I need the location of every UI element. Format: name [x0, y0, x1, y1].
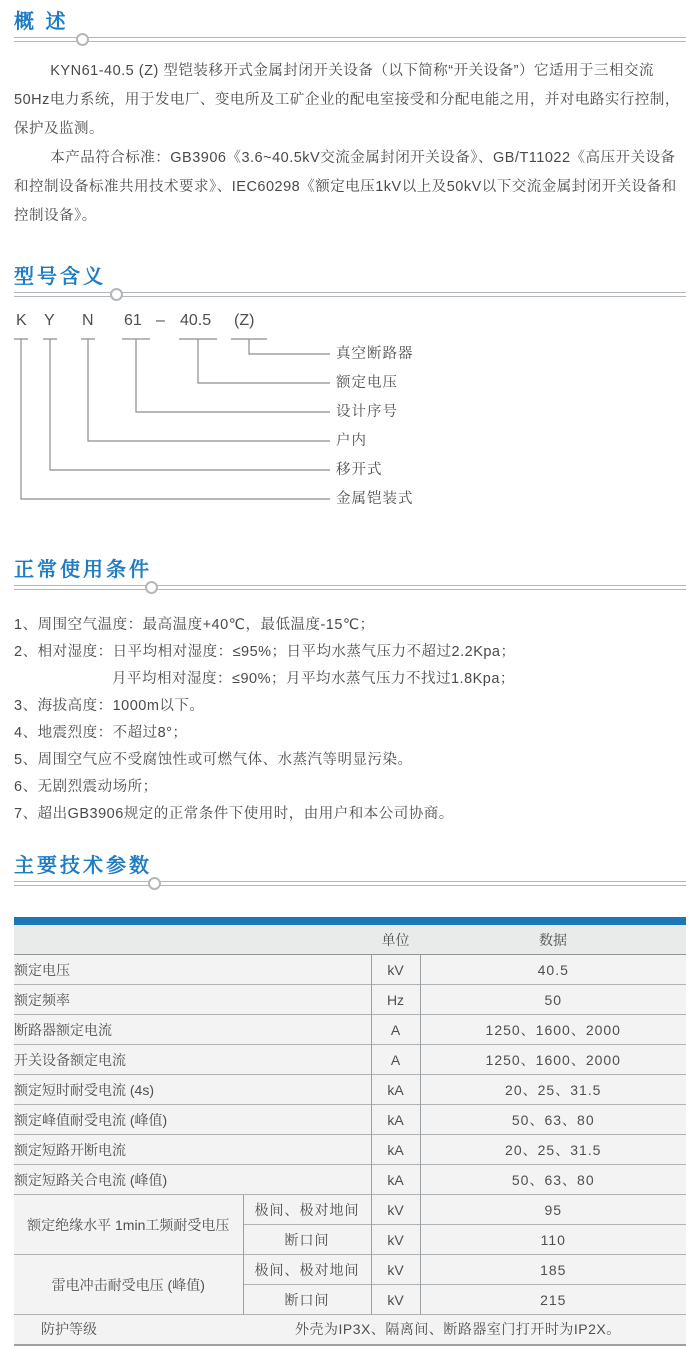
value-cell: 110: [420, 1225, 686, 1255]
value-cell: 1250、1600、2000: [420, 1045, 686, 1075]
condition-item: 1、周围空气温度：最高温度+40℃，最低温度-15℃；: [14, 617, 375, 633]
divider-circle: [145, 581, 158, 594]
table-top-bar: [14, 917, 686, 925]
sub-cell: 断口间: [243, 1285, 371, 1315]
param-cell: 断路器额定电流: [14, 1015, 371, 1045]
value-cell: 50、63、80: [420, 1165, 686, 1195]
code-part-N: N: [82, 312, 94, 329]
divider-circle: [110, 288, 123, 301]
value-cell: 20、25、31.5: [420, 1135, 686, 1165]
table-group-row: [14, 1255, 686, 1285]
section-parameters-header: [14, 854, 686, 886]
header-data-cell: 数据: [420, 925, 686, 955]
code-part-61: 61: [124, 312, 142, 329]
param-cell: 额定短路关合电流 (峰值): [14, 1165, 371, 1195]
section-divider: [14, 881, 686, 886]
unit-cell: A: [371, 1045, 420, 1075]
overview-paragraph: 本产品符合标准：GB3906《3.6~40.5kV交流金属封闭开关设备》、GB/T11022《高压开关设备和控制设备标准共用技术要求》、IEC60298《额定电压1kV以上及50kV以下交流金属封闭开关设备和控制设备》。: [14, 150, 677, 224]
code-part-dash: –: [156, 312, 165, 329]
condition-item: 7、超出GB3906规定的正常条件下使用时，由用户和本公司协商。: [14, 806, 454, 822]
group-param-cell: 额定绝缘水平 1min工频耐受电压: [14, 1195, 243, 1255]
model-title: 型号含义: [14, 266, 106, 288]
protection-value: 外壳为IP3X、隔离间、断路器室门打开时为IP2X。: [295, 1321, 621, 1337]
condition-item: 6、无剧烈震动场所；: [14, 779, 158, 795]
diagram-label-design-serial: 设计序号: [336, 404, 398, 420]
table-row: [14, 955, 686, 985]
value-cell: 95: [420, 1195, 686, 1225]
unit-cell: kV: [371, 1225, 420, 1255]
unit-cell: kV: [371, 955, 420, 985]
group-param-cell: 雷电冲击耐受电压 (峰值): [14, 1255, 243, 1315]
param-cell: 额定短时耐受电流 (4s): [14, 1075, 371, 1105]
section-divider: [14, 292, 686, 297]
unit-cell: kV: [371, 1285, 420, 1315]
table-group-row: [14, 1195, 686, 1225]
unit-cell: kV: [371, 1195, 420, 1225]
diagram-label-vacuum-breaker: 真空断路器: [336, 346, 414, 362]
unit-cell: kA: [371, 1075, 420, 1105]
parameters-table-wrap: [14, 917, 686, 1346]
sub-cell: 极间、极对地间: [243, 1195, 371, 1225]
diagram-label-metal-armored: 金属铠装式: [336, 491, 414, 507]
unit-cell: A: [371, 1015, 420, 1045]
table-row: [14, 1015, 686, 1045]
section-divider: [14, 585, 686, 590]
param-cell: 额定峰值耐受电流 (峰值): [14, 1105, 371, 1135]
condition-item: 5、周围空气应不受腐蚀性或可燃气体、水蒸汽等明显污染。: [14, 752, 413, 768]
section-model-header: [14, 265, 686, 297]
diagram-label-withdrawable: 移开式: [336, 462, 383, 478]
value-cell: 215: [420, 1285, 686, 1315]
code-part-Z: (Z): [234, 312, 255, 329]
section-conditions-header: [14, 558, 686, 590]
code-part-Y: Y: [44, 312, 55, 329]
sub-cell: 极间、极对地间: [243, 1255, 371, 1285]
sub-cell: 断口间: [243, 1225, 371, 1255]
value-cell: 20、25、31.5: [420, 1075, 686, 1105]
table-row: [14, 1135, 686, 1165]
value-cell: 50: [420, 985, 686, 1015]
condition-item: 2、相对湿度：日平均相对湿度：≤95%；日平均水蒸气压力不超过2.2Kpa；: [14, 644, 516, 660]
condition-item-continuation: 月平均相对湿度：≤90%；月平均水蒸气压力不找过1.8Kpa；: [112, 671, 515, 687]
divider-circle: [148, 877, 161, 890]
header-empty-cell: [14, 925, 371, 955]
unit-cell: kV: [371, 1255, 420, 1285]
section-divider: [14, 37, 686, 42]
param-cell: 开关设备额定电流: [14, 1045, 371, 1075]
code-part-40.5: 40.5: [180, 312, 212, 329]
table-row: [14, 1165, 686, 1195]
overview-title: 概 述: [14, 11, 69, 33]
value-cell: 40.5: [420, 955, 686, 985]
value-cell: 1250、1600、2000: [420, 1015, 686, 1045]
param-cell: 额定电压: [14, 955, 371, 985]
protection-label: 防护等级: [41, 1321, 97, 1337]
model-code-diagram: [14, 309, 686, 514]
table-row: [14, 985, 686, 1015]
value-cell: 185: [420, 1255, 686, 1285]
code-part-K: K: [16, 312, 27, 329]
diagram-label-rated-voltage: 额定电压: [336, 375, 398, 391]
condition-item: 3、海拔高度：1000m以下。: [14, 698, 205, 714]
overview-body: [14, 57, 686, 231]
parameters-table: [14, 925, 686, 1346]
diagram-label-indoor: 户内: [336, 433, 367, 449]
protection-row-cell: [14, 1315, 686, 1346]
conditions-title: 正常使用条件: [14, 559, 152, 581]
table-row: [14, 1075, 686, 1105]
overview-paragraph: KYN61-40.5 (Z) 型铠装移开式金属封闭开关设备（以下简称“开关设备”）它适用于三相交流50Hz电力系统，用于发电厂、变电所及工矿企业的配电室接受和分配电能之用，并对电路实行控制，保护及监测。: [14, 63, 680, 137]
value-cell: 50、63、80: [420, 1105, 686, 1135]
divider-circle: [76, 33, 89, 46]
table-row: [14, 1045, 686, 1075]
table-footer-row: [14, 1315, 686, 1346]
unit-cell: Hz: [371, 985, 420, 1015]
table-row: [14, 1105, 686, 1135]
unit-cell: kA: [371, 1165, 420, 1195]
condition-item: 4、地震烈度：不超过8°；: [14, 725, 188, 741]
param-cell: 额定频率: [14, 985, 371, 1015]
conditions-list: [14, 612, 686, 828]
param-cell: 额定短路开断电流: [14, 1135, 371, 1165]
unit-cell: kA: [371, 1135, 420, 1165]
parameters-title: 主要技术参数: [14, 855, 152, 877]
table-header-row: [14, 925, 686, 955]
unit-cell: kA: [371, 1105, 420, 1135]
header-unit-cell: 单位: [371, 925, 420, 955]
section-overview-header: [14, 10, 686, 42]
